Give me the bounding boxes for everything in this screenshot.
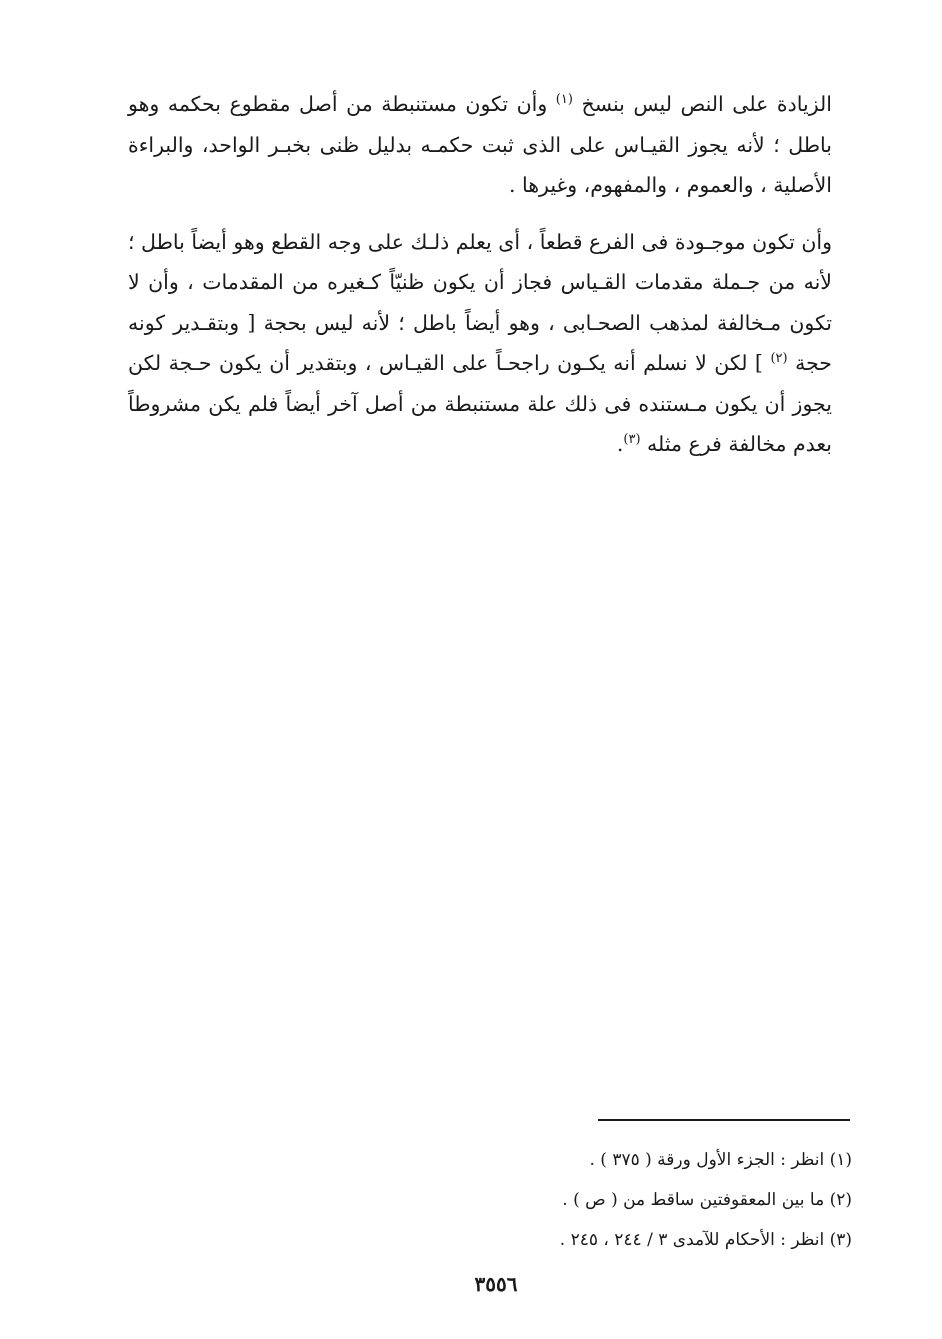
footnote-ref-2: (٢) [770,351,788,367]
paragraph-2-text-a: وأن تكون موجـودة فى الفرع قطعاً ، أى يعلم ذلـك على وجه القطع وهو أيضاً باطل ؛ لأنه من جـملة مقدمات القـياس فجاز أن يكون ظنيّاً كـغيره من المقدمات ، وأن لا تكون مـخالفة لمذهب الصحـابى ، وهو أيضاً باطل ؛ لأنه ليس بحجة [ وبتقـدير كونه حجة [128,229,832,375]
footnote-ref-1: (١) [555,92,573,108]
footnote-2: (٢) ما بين المعقوفتين ساقط من ( ص ) . [562,1190,852,1210]
paragraph-2-text-c: . [616,432,624,456]
paragraph-1-text-b: وأن تكون مستنبطة من أصل مقطوع بحكمه وهو باطل ؛ لأنه يجوز القيـاس على الذى ثبت حكمـه بدليل ظنى بخبـر الواحد، والبراءة الأصلية ، والعموم ، والمفهوم، وغيرها . [128,92,832,197]
footnote-3: (٣) انظر : الأحكام للآمدى ٣ / ٢٤٤ ، ٢٤٥ . [559,1230,852,1250]
footnotes [400,1140,852,1260]
paragraph-1-text-a: الزيادة على النص ليس بنسخ [581,92,832,116]
paragraph-2-text-b: ] لكن لا نسلم أنه يكـون راجحـاً على القيـاس ، وبتقدير أن يكون حـجة لكن يجوز أن يكون مـستنده فى ذلك علة مستنبطة من أصل آخر أيضاً فلم يكن مشروطاً بعدم مخالفة فرع مثله [128,351,832,456]
main-text [128,84,832,465]
paragraph-2 [128,222,832,465]
footnote-divider [598,1119,850,1121]
page-number: ٣٥٥٦ [474,1272,518,1296]
paragraph-1 [128,84,832,206]
footnote-ref-3: (٣) [623,432,641,448]
footnote-1: (١) انظر : الجزء الأول ورقة ( ٣٧٥ ) . [589,1150,852,1170]
